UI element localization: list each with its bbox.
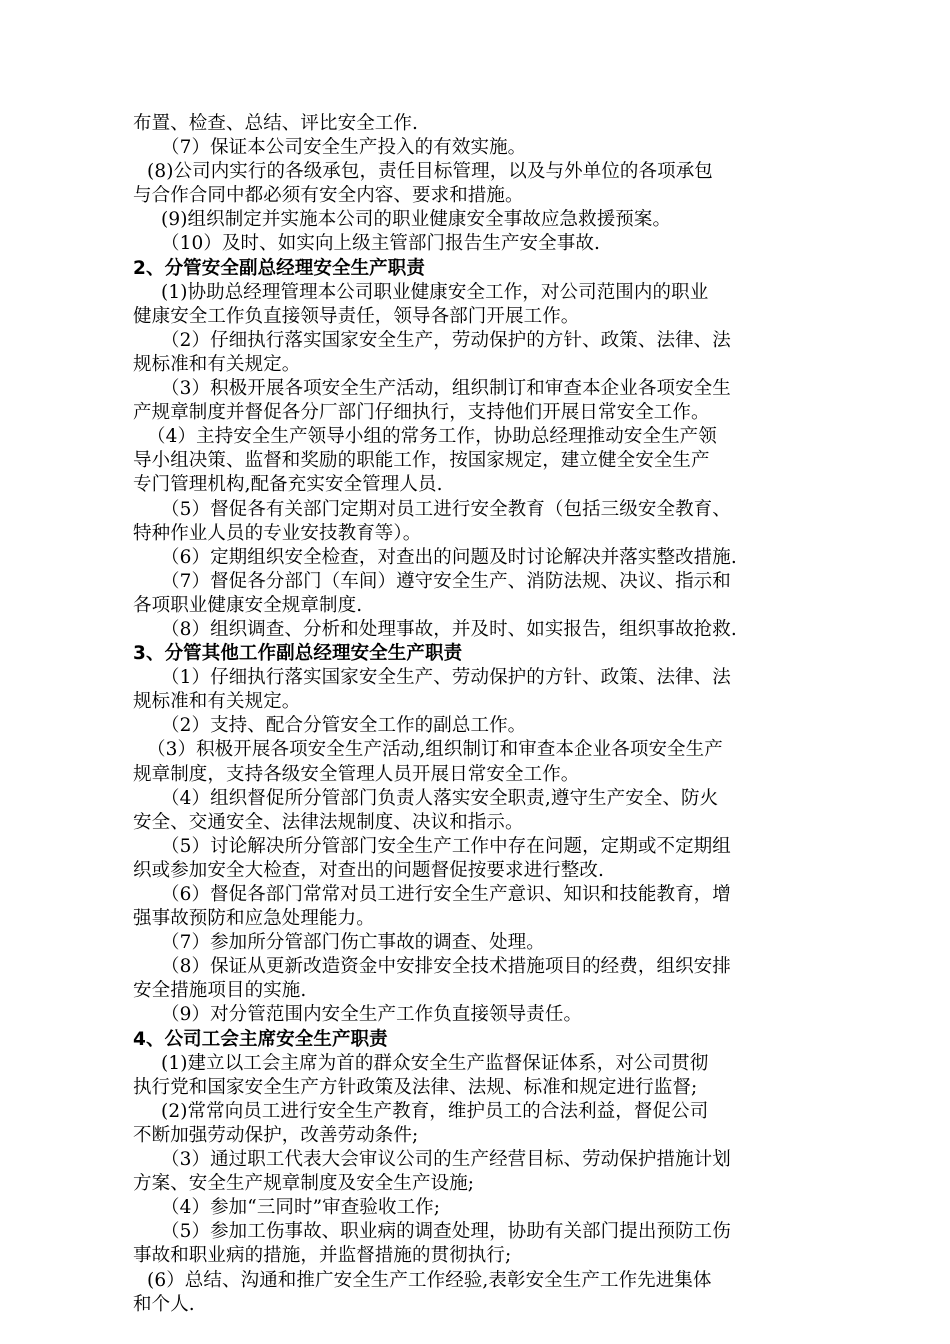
paragraph [133,1003,848,1027]
paragraph-line: 执行党和国家安全生产方针政策及法律、法规、标准和规定进行监督; [133,1076,698,1098]
paragraph [133,1148,848,1196]
paragraph-line: （8）组织调查、分析和处理事故，并及时、如实报告，组织事故抢救. [161,618,737,640]
paragraph-line: (9)组织制定并实施本公司的职业健康安全事故应急救援预案。 [161,209,672,231]
paragraph-line: （4）主持安全生产领导小组的常务工作，协助总经理推动安全生产领 [147,426,717,448]
document-body [133,112,848,1317]
paragraph-line: 事故和职业病的措施，并监督措施的贯彻执行; [133,1245,512,1267]
paragraph [133,1196,848,1220]
paragraph-line: 健康安全工作负直接领导责任，领导各部门开展工作。 [133,305,580,327]
paragraph-line: （6）定期组织安全检查，对查出的问题及时讨论解决并落实整改措施. [161,546,737,568]
paragraph [133,738,848,786]
paragraph-line: （4）参加“三同时”审查验收工作; [161,1197,441,1219]
paragraph-line: （9）对分管范围内安全生产工作负直接领导责任。 [161,1004,583,1026]
paragraph [133,329,848,377]
paragraph [133,1100,848,1148]
paragraph-line: 各项职业健康安全规章制度. [133,594,363,616]
paragraph [133,787,848,835]
paragraph-line: （8）保证从更新改造资金中安排安全技术措施项目的经费，组织安排 [161,956,731,978]
paragraph [133,377,848,425]
paragraph-line: (6）总结、沟通和推广安全生产工作经验,表彰安全生产工作先进集体 [147,1269,712,1291]
paragraph-line: （3）通过职工代表大会审议公司的生产经营目标、劳动保护措施计划 [161,1149,731,1171]
paragraph [133,835,848,883]
paragraph [133,955,848,1003]
paragraph-line: （5）参加工伤事故、职业病的调查处理，协助有关部门提出预防工伤 [161,1221,731,1243]
paragraph-line: 织或参加安全大检查，对查出的问题督促按要求进行整改. [133,859,604,881]
paragraph [133,714,848,738]
heading-text: 3、分管其他工作副总经理安全生产职责 [133,643,463,665]
section-heading [133,642,848,666]
paragraph-line: 和个人. [133,1293,195,1315]
paragraph-line: （1）仔细执行落实国家安全生产、劳动保护的方针、政策、法律、法 [161,667,731,689]
paragraph [133,112,848,136]
paragraph-line: 规标准和有关规定。 [133,353,301,375]
paragraph [133,931,848,955]
paragraph-line: 与合作合同中都必须有安全内容、要求和措施。 [133,185,524,207]
paragraph-line: （3）积极开展各项安全生产活动，组织制订和审查本企业各项安全生 [161,378,731,400]
paragraph-line: 不断加强劳动保护，改善劳动条件; [133,1124,419,1146]
paragraph-line: 布置、检查、总结、评比安全工作. [133,113,418,134]
paragraph-line: （10）及时、如实向上级主管部门报告生产安全事故. [161,233,600,255]
paragraph-line: （5）督促各有关部门定期对员工进行安全教育（包括三级安全教育、 [161,498,731,520]
paragraph [133,136,848,160]
paragraph [133,1220,848,1268]
paragraph [133,1052,848,1100]
paragraph-line: 专门管理机构,配备充实安全管理人员. [133,474,443,496]
paragraph-line: (1)建立以工会主席为首的群众安全生产监督保证体系，对公司贯彻 [161,1052,709,1074]
paragraph [133,570,848,618]
paragraph [133,618,848,642]
paragraph-line: 安全措施项目的实施. [133,980,307,1002]
paragraph-line: 规标准和有关规定。 [133,691,301,713]
paragraph-line: 产规章制度并督促各分厂部门仔细执行，支持他们开展日常安全工作。 [133,402,710,424]
paragraph-line: （2）支持、配合分管安全工作的副总工作。 [161,715,527,737]
paragraph-line: (1)协助总经理管理本公司职业健康安全工作，对公司范围内的职业 [161,281,709,303]
paragraph-line: （6）督促各部门常常对员工进行安全生产意识、知识和技能教育，增 [161,884,731,905]
paragraph-line: 安全、交通安全、法律法规制度、决议和指示。 [133,811,524,833]
paragraph [133,208,848,232]
paragraph-line: （7）参加所分管部门伤亡事故的调查、处理。 [161,932,545,954]
paragraph [133,1269,848,1317]
paragraph-line: （4）组织督促所分管部门负责人落实安全职责,遵守生产安全、防火 [161,787,719,809]
paragraph-line: （2）仔细执行落实国家安全生产，劳动保护的方针、政策、法律、法 [161,329,731,351]
paragraph-line: 导小组决策、监督和奖励的职能工作，按国家规定，建立健全安全生产 [133,450,710,472]
heading-text: 4、公司工会主席安全生产职责 [133,1028,388,1050]
paragraph [133,546,848,570]
paragraph-line: 规章制度，支持各级安全管理人员开展日常安全工作。 [133,763,580,785]
paragraph [133,666,848,714]
paragraph-line: (2)常常向员工进行安全生产教育，维护员工的合法利益，督促公司 [161,1100,709,1122]
paragraph-line: (8)公司内实行的各级承包，责任目标管理，以及与外单位的各项承包 [147,161,713,183]
paragraph-line: （3）积极开展各项安全生产活动,组织制订和审查本企业各项安全生产 [147,739,723,761]
paragraph-line: （7）督促各分部门（车间）遵守安全生产、消防法规、决议、指示和 [161,570,731,592]
paragraph-line: 方案、安全生产规章制度及安全生产设施; [133,1173,475,1195]
section-heading [133,257,848,281]
paragraph [133,883,848,931]
paragraph-line: 特种作业人员的专业安技教育等）。 [133,522,422,544]
section-heading [133,1028,848,1052]
paragraph [133,498,848,546]
paragraph-line: 强事故预防和应急处理能力。 [133,908,375,930]
paragraph [133,425,848,497]
paragraph [133,160,848,208]
paragraph [133,232,848,256]
paragraph-line: （7）保证本公司安全生产投入的有效实施。 [161,137,527,159]
heading-text: 2、分管安全副总经理安全生产职责 [133,257,425,279]
paragraph [133,281,848,329]
paragraph-line: （5）讨论解决所分管部门安全生产工作中存在问题，定期或不定期组 [161,835,731,857]
